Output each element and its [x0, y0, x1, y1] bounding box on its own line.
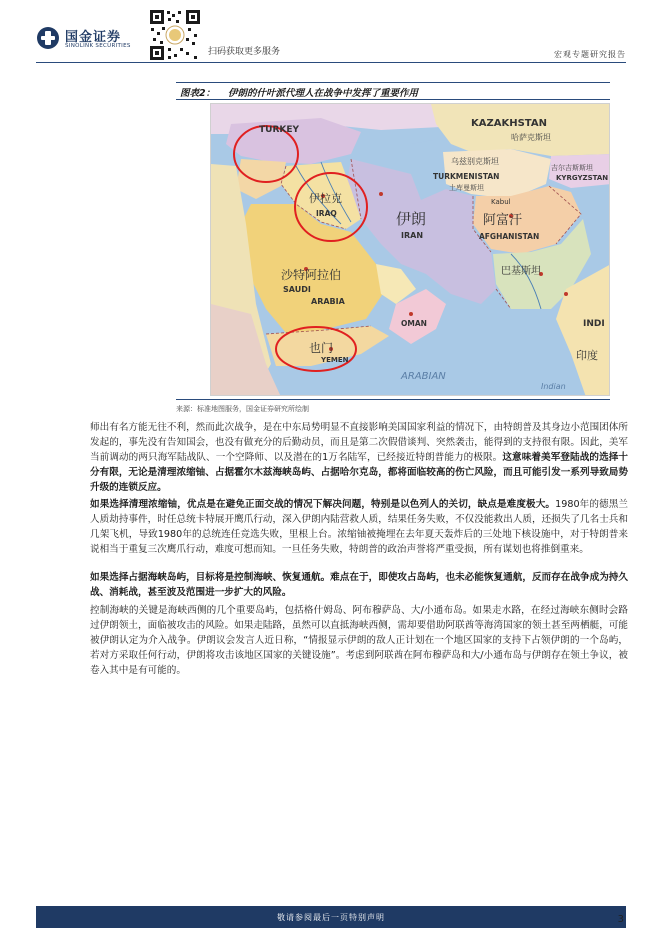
map-label-saudi-cn: 沙特阿拉伯 — [281, 268, 342, 282]
logo-mark-icon — [36, 26, 60, 50]
map-label-afghanistan-cn: 阿富汗 — [483, 213, 523, 228]
paragraph-2-emphasis: 如果选择清理浓缩铀，优点是在避免正面交战的情况下解决问题，特别是以色列人的关切，缺点是难度极大。 — [90, 499, 556, 510]
map-label-kazakh-cn: 哈萨克斯坦 — [511, 133, 551, 142]
map-label-india-cn: 印度 — [576, 349, 598, 362]
map-label-arabia: ARABIA — [311, 297, 345, 306]
map-label-kyrgyz-cn: 吉尔吉斯斯坦 — [551, 164, 593, 172]
map-label-kabul: Kabul — [491, 198, 511, 206]
footer-bar — [36, 906, 626, 928]
footer-disclaimer[interactable]: 敬请参阅最后一页特别声明 — [277, 913, 385, 922]
map-label-saudi: SAUDI — [283, 285, 311, 294]
report-type: 宏观专题研究报告 — [554, 50, 626, 59]
map-label-kazakhstan: KAZAKHSTAN — [471, 118, 547, 129]
map-label-yemen: YEMEN — [321, 356, 349, 364]
qr-caption: 扫码获取更多服务 — [208, 47, 281, 57]
logo-text-en: SINOLINK SECURITIES — [65, 43, 131, 49]
figure-label: 图表2： — [180, 88, 216, 99]
map-label-india: INDI — [583, 319, 605, 329]
paragraph-3-emphasis: 如果选择占据海峡岛屿，目标将是控制海峡、恢复通航。难点在于，即使攻占岛屿，也未必能恢复通航，反而存在战争成为持久战、消耗战，甚至波及范围进一步扩大的风险。 — [90, 572, 628, 598]
qr-code-icon — [148, 8, 202, 62]
map-label-turkmen-cn: 土库曼斯坦 — [449, 184, 484, 192]
map-label-iraq-cn: 伊拉克 — [309, 192, 342, 205]
logo-text-cn: 国金证券 — [65, 30, 122, 45]
paragraph-4 — [90, 603, 628, 678]
figure-caption: 伊朗的什叶派代理人在战争中发挥了重要作用 — [228, 88, 419, 99]
map-label-iraq: IRAQ — [316, 209, 337, 218]
map-label-iran-cn: 伊朗 — [396, 210, 427, 228]
map-label-kyrgyzstan: KYRGYZSTAN — [556, 174, 609, 182]
map-label-oman: OMAN — [401, 319, 427, 328]
map-label-turkey: TURKEY — [259, 125, 300, 135]
figure-source: 来源：标准地图服务，国金证券研究所绘制 — [176, 405, 309, 413]
map-label-yemen-cn: 也门 — [309, 341, 334, 355]
paragraph-1-text: 师出有名方能无往不利，然而此次战争，是在中东局势明显不直接影响美国国家利益的情况下，由特朗普及其身边小范围团体所发起的，事先没有告知国会，也没有做充分的后勤动员，而且是第二次假借谈判、突然袭击，能得到的支持很有限。因此，美军当前调动的两只海军陆战队、一个空降师、以及潜在的1万名陆军，已经接近特朗普能力的极限。 — [90, 422, 628, 463]
figure-bottom-divider — [176, 399, 610, 400]
map-label-uzbek-cn: 乌兹别克斯坦 — [451, 157, 499, 166]
map-label-arabian-sea: ARABIAN — [401, 371, 446, 382]
paragraph-3 — [90, 570, 628, 600]
map-label-turkmenistan: TURKMENISTAN — [433, 172, 500, 181]
paragraph-4-text: 控制海峡的关键是海峡西侧的几个重要岛屿，包括格什姆岛、阿布穆萨岛、大/小通布岛。如果走水路，在经过海峡东侧时会路过伊朗领土，面临被攻击的风险。如果走陆路，虽然可以直抵海峡西侧，需却要借助阿联酋等海湾国家的领土甚至两栖艇，可能被伊朗认定为介入战争。伊朗议会发言人近日称，“情报显示伊朗的敌人正计划在一个地区国家的支持下占领伊朗的一个岛屿，若对方采取任何行动，伊朗将攻击该地区国家的关键设施”。考虑到阿联酋在阿布穆萨岛和大/小通布岛与伊朗存在领土争议，被卷入其中是有可能的。 — [90, 605, 628, 676]
map-graphic — [211, 104, 610, 396]
page-number: 3 — [617, 914, 624, 925]
paragraph-1-emphasis: 这意味着美军登陆战的选择十分有限，无论是清理浓缩铀、占据霍尔木兹海峡岛屿、占据哈尔克岛，都将面临较高的伤亡风险，而且可能引发一系列导致局势升级的连锁反应。 — [90, 452, 629, 493]
map-label-iran: IRAN — [401, 231, 424, 240]
map-label-pakistan-cn: 巴基斯坦 — [501, 266, 541, 277]
map-label-indian: Indian — [541, 382, 566, 391]
paragraph-2-text: 1980年的德黑兰人质劫持事件，时任总统卡特展开鹰爪行动，深入伊朗内陆营救人质，结果任务失败，不仅没能救出人质，还损失了几名士兵和几架飞机，导致1980年的总统连任竞选失败，里根上台。浓缩铀被掩埋在去年夏天轰炸后的三处地下核设施中，对于特朗普来说相当于重复三次鹰爪行动，难度可想而知。一旦任务失败，特朗普的政治声誉将严重受损，所有谋划也将推倒重来。 — [90, 499, 629, 555]
map-label-afghanistan: AFGHANISTAN — [479, 232, 540, 241]
header-divider — [36, 62, 626, 63]
figure-title-bar — [176, 82, 610, 100]
paragraph-2 — [90, 497, 628, 557]
company-logo — [36, 24, 146, 54]
middle-east-map — [210, 103, 610, 396]
paragraph-1 — [90, 420, 628, 495]
